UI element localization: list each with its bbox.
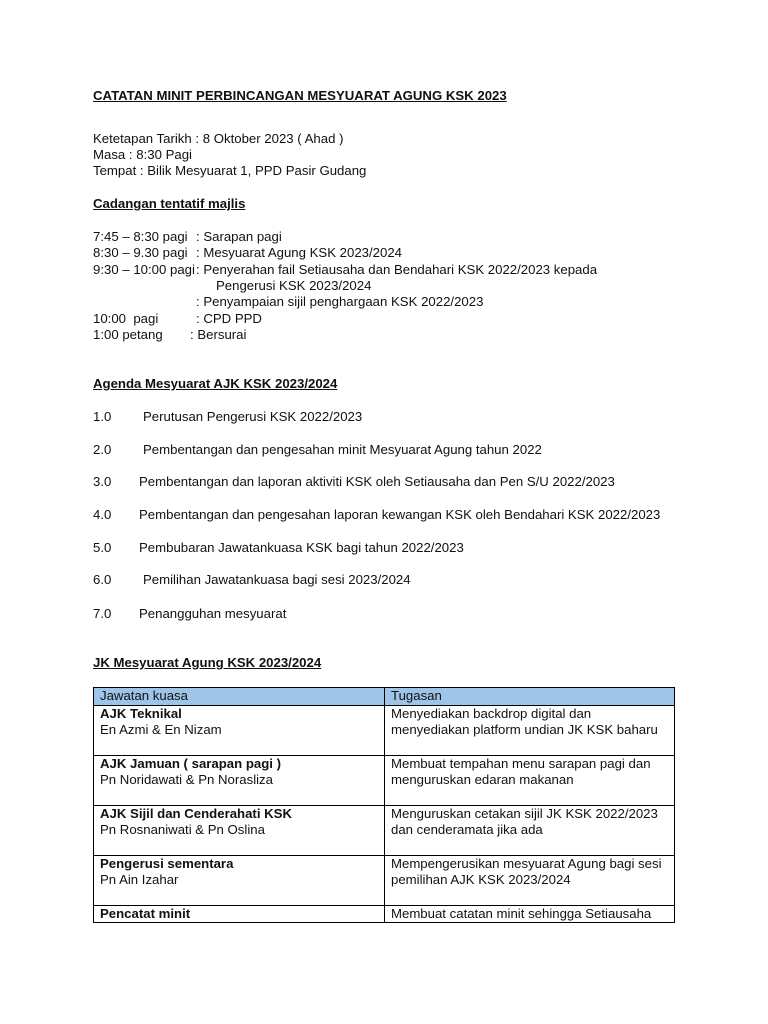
agenda-number: 2.0 [93,442,112,457]
agenda-number: 6.0 [93,572,112,587]
schedule-time: 1:00 petang [93,327,163,342]
agenda-item: Pembentangan dan laporan aktiviti KSK oleh Setiausaha dan Pen S/U 2022/2023 [139,474,615,489]
task-cell [385,905,675,923]
schedule-time: 10:00 pagi [93,311,159,326]
document-title: CATATAN MINIT PERBINCANGAN MESYUARAT AGUNG KSK 2023 [93,88,507,103]
task-line: Mempengerusikan mesyuarat Agung bagi sesi [391,855,662,871]
agenda-item: Pembubaran Jawatankuasa KSK bagi tahun 2022/2023 [139,540,464,555]
task-cell [385,855,675,905]
agenda-number: 3.0 [93,474,112,489]
committee-table [93,687,675,923]
agenda-number: 5.0 [93,540,112,555]
schedule-activity: : Mesyuarat Agung KSK 2023/2024 [196,245,403,260]
agenda-item: Penangguhan mesyuarat [139,606,287,621]
table-row [94,905,675,923]
column-header-role: Jawatan kuasa [94,688,385,706]
schedule-activity: : Bersurai [190,327,247,342]
schedule-activity: : Penyampaian sijil penghargaan KSK 2022/2023 [196,294,484,309]
task-cell [385,705,675,755]
venue-line: Tempat : Bilik Mesyuarat 1, PPD Pasir Gudang [93,163,367,178]
agenda-item: Pemilihan Jawatankuasa bagi sesi 2023/2024 [143,572,411,587]
agenda-number: 7.0 [93,606,112,621]
schedule-time: 9:30 – 10:00 pagi [93,262,195,277]
role-cell [94,855,385,905]
tentative-heading: Cadangan tentatif majlis [93,196,246,211]
agenda-item: Pembentangan dan pengesahan laporan kewangan KSK oleh Bendahari KSK 2022/2023 [139,507,661,522]
date-line: Ketetapan Tarikh : 8 Oktober 2023 ( Ahad ) [93,131,344,146]
table-row [94,705,675,755]
agenda-item: Perutusan Pengerusi KSK 2022/2023 [143,409,363,424]
schedule-activity: : Penyerahan fail Setiausaha dan Bendahari KSK 2022/2023 kepada [196,262,598,277]
agenda-item: Pembentangan dan pengesahan minit Mesyuarat Agung tahun 2022 [143,442,542,457]
task-line: Membuat tempahan menu sarapan pagi dan [391,755,651,771]
role-members: Pn Noridawati & Pn Norasliza [100,772,273,787]
agenda-number: 4.0 [93,507,112,522]
role-cell [94,905,385,923]
role-cell [94,705,385,755]
schedule-activity: : CPD PPD [196,311,262,326]
role-cell [94,755,385,805]
table-row [94,755,675,805]
schedule-activity-continued: Pengerusi KSK 2023/2024 [216,278,372,293]
role-cell [94,805,385,855]
schedule-activity: : Sarapan pagi [196,229,282,244]
role-title: AJK Jamuan ( sarapan pagi ) [100,755,282,771]
role-members: Pn Rosnaniwati & Pn Oslina [100,822,265,837]
schedule-time: 8:30 – 9.30 pagi [93,245,188,260]
table-header-row [94,688,675,706]
time-line: Masa : 8:30 Pagi [93,147,192,162]
task-line: Menyediakan backdrop digital dan [391,705,592,721]
task-line: Membuat catatan minit sehingga Setiausaha [391,905,652,921]
role-members: Pn Ain Izahar [100,872,179,887]
role-title: AJK Sijil dan Cenderahati KSK [100,805,292,821]
schedule-time: 7:45 – 8:30 pagi [93,229,188,244]
role-title: AJK Teknikal [100,705,182,721]
role-title: Pengerusi sementara [100,855,234,871]
table-row [94,855,675,905]
task-cell [385,805,675,855]
task-line: pemilihan AJK KSK 2023/2024 [391,872,571,887]
agenda-number: 1.0 [93,409,112,424]
task-line: dan cenderamata jika ada [391,822,543,837]
committee-heading: JK Mesyuarat Agung KSK 2023/2024 [93,655,322,670]
task-line: menguruskan edaran makanan [391,772,574,787]
agenda-heading: Agenda Mesyuarat AJK KSK 2023/2024 [93,376,338,391]
table-row [94,805,675,855]
task-line: Menguruskan cetakan sijil JK KSK 2022/2023 [391,805,658,821]
task-cell [385,755,675,805]
column-header-task: Tugasan [385,688,675,706]
role-members: En Azmi & En Nizam [100,722,222,737]
role-title: Pencatat minit [100,905,191,921]
task-line: menyediakan platform undian JK KSK baharu [391,722,658,737]
